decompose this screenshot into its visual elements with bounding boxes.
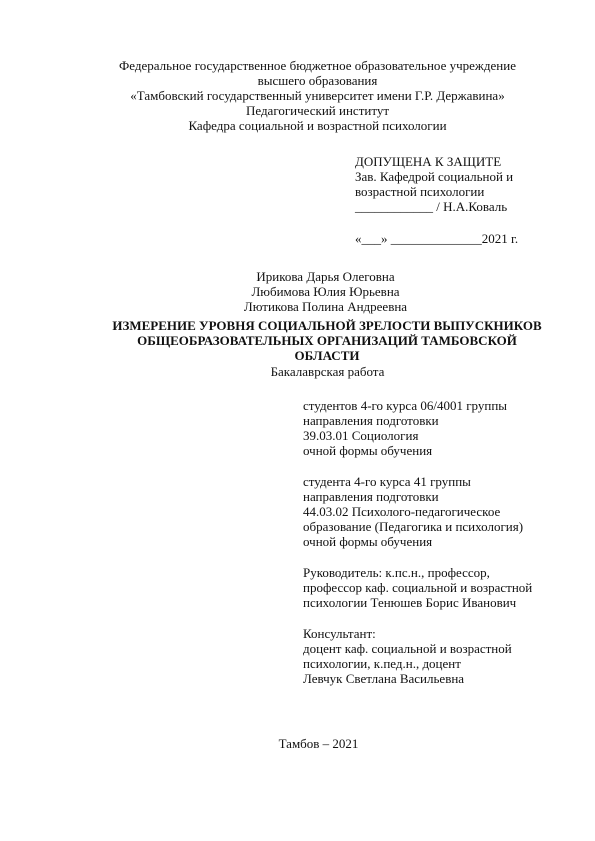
approval-block xyxy=(355,154,585,246)
student-info-block xyxy=(303,398,583,702)
info-line: направления подготовки xyxy=(303,489,439,504)
student-group-info-1 xyxy=(303,398,583,458)
header-line-university: «Тамбовский государственный университет имени Г.Р. Державина» xyxy=(130,88,505,103)
supervisor-line: профессор каф. социальной и возрастной xyxy=(303,580,533,595)
consultant-info xyxy=(303,626,583,686)
consultant-line: доцент каф. социальной и возрастной xyxy=(303,641,512,656)
institution-header xyxy=(20,58,595,133)
consultant-line: Консультант: xyxy=(303,626,376,641)
author-name: Ирикова Дарья Олеговна xyxy=(256,269,395,284)
approval-date: «___» ______________2021 г. xyxy=(355,231,519,246)
thesis-title xyxy=(62,318,592,363)
approval-heading: ДОПУЩЕНА К ЗАЩИТЕ xyxy=(355,154,502,169)
info-line: 39.03.01 Социология xyxy=(303,428,419,443)
info-line: студентов 4-го курса 06/4001 группы xyxy=(303,398,508,413)
supervisor-line: психологии Тенюшев Борис Иванович xyxy=(303,595,517,610)
info-line: направления подготовки xyxy=(303,413,439,428)
approval-head-title-line1: Зав. Кафедрой социальной и xyxy=(355,169,514,184)
thesis-title-line2: ОБЩЕОБРАЗОВАТЕЛЬНЫХ ОРГАНИЗАЦИЙ ТАМБОВСКОЙ xyxy=(137,333,517,348)
approval-signature: ____________ / Н.А.Коваль xyxy=(355,199,508,214)
info-line: студента 4-го курса 41 группы xyxy=(303,474,471,489)
city-year-footer: Тамбов – 2021 xyxy=(278,736,359,751)
thesis-title-line1: ИЗМЕРЕНИЕ УРОВНЯ СОЦИАЛЬНОЙ ЗРЕЛОСТИ ВЫПУСКНИКОВ xyxy=(112,318,542,333)
work-type: Бакалаврская работа xyxy=(270,364,385,379)
header-line-ministry: Федеральное государственное бюджетное образовательное учреждение xyxy=(119,58,516,73)
author-name: Лютикова Полина Андреевна xyxy=(243,299,408,314)
header-line-institute: Педагогический институт xyxy=(245,103,390,118)
info-line: очной формы обучения xyxy=(303,534,433,549)
supervisor-line: Руководитель: к.пс.н., профессор, xyxy=(303,565,490,580)
info-line: очной формы обучения xyxy=(303,443,433,458)
authors-block xyxy=(28,269,595,314)
student-group-info-2 xyxy=(303,474,583,549)
info-line: 44.03.02 Психолого-педагогическое xyxy=(303,504,501,519)
approval-head-title-line2: возрастной психологии xyxy=(355,184,485,199)
consultant-line: Левчук Светлана Васильевна xyxy=(303,671,465,686)
info-line: образование (Педагогика и психология) xyxy=(303,519,524,534)
thesis-title-line3: ОБЛАСТИ xyxy=(294,348,360,363)
supervisor-info xyxy=(303,565,583,610)
header-line-department: Кафедра социальной и возрастной психологии xyxy=(188,118,447,133)
author-name: Любимова Юлия Юрьевна xyxy=(251,284,400,299)
header-line-education-level: высшего образования xyxy=(257,73,378,88)
consultant-line: психологии, к.пед.н., доцент xyxy=(303,656,461,671)
